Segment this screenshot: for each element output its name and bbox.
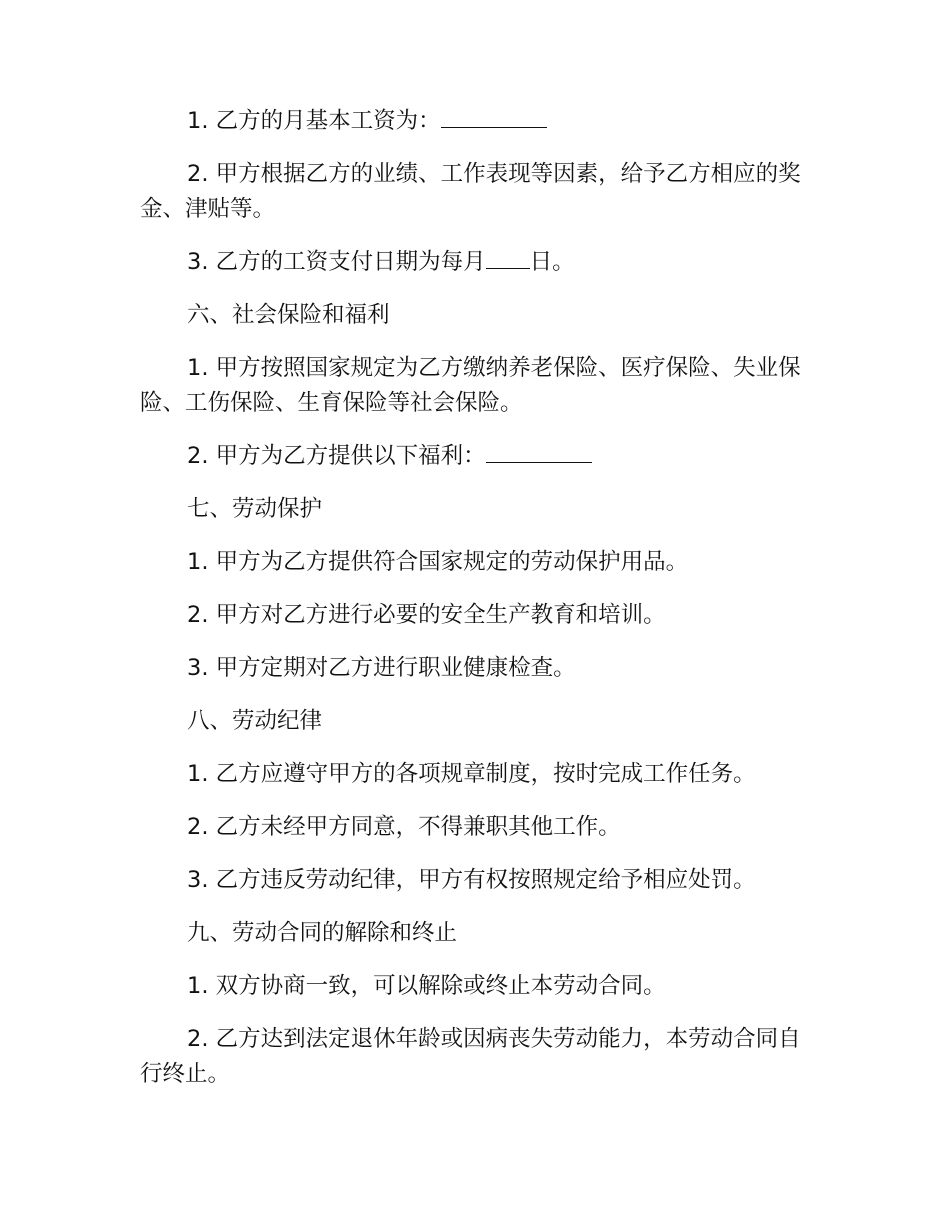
paragraph-text: 2. 甲方根据乙方的业绩、工作表现等因素，给予乙方相应的奖金、津贴等。 bbox=[140, 161, 801, 222]
heading-text: 六、社会保险和福利 bbox=[187, 302, 390, 328]
payday-blank-field[interactable] bbox=[486, 246, 530, 269]
paragraph-text: 1. 乙方应遵守甲方的各项规章制度，按时完成工作任务。 bbox=[187, 761, 756, 787]
section-heading bbox=[140, 492, 812, 527]
paragraph-text: 2. 乙方达到法定退休年龄或因病丧失劳动能力，本劳动合同自行终止。 bbox=[140, 1026, 801, 1087]
paragraph-text: 2. 甲方对乙方进行必要的安全生产教育和培训。 bbox=[187, 602, 666, 628]
paragraph-text: 2. 乙方未经甲方同意，不得兼职其他工作。 bbox=[187, 814, 621, 840]
welfare-blank-field[interactable] bbox=[486, 440, 592, 463]
payday-clause bbox=[140, 245, 812, 280]
paragraph-text: 2. 甲方为乙方提供以下福利： bbox=[187, 443, 486, 469]
list-item bbox=[140, 969, 812, 1004]
section-heading bbox=[140, 704, 812, 739]
section-heading bbox=[140, 298, 812, 333]
paragraph-text: 3. 乙方的工资支付日期为每月 bbox=[187, 249, 486, 275]
heading-text: 八、劳动纪律 bbox=[187, 708, 323, 734]
bonus-clause bbox=[140, 157, 812, 227]
list-item bbox=[140, 757, 812, 792]
heading-text: 七、劳动保护 bbox=[187, 496, 323, 522]
salary-clause bbox=[140, 104, 812, 139]
list-item bbox=[140, 598, 812, 633]
paragraph-text: 3. 乙方违反劳动纪律，甲方有权按照规定给予相应处罚。 bbox=[187, 867, 756, 893]
heading-text: 九、劳动合同的解除和终止 bbox=[187, 920, 458, 946]
paragraph-text: 3. 甲方定期对乙方进行职业健康检查。 bbox=[187, 655, 576, 681]
salary-blank-field[interactable] bbox=[441, 105, 547, 128]
list-item bbox=[140, 1022, 812, 1092]
paragraph-text: 1. 乙方的月基本工资为： bbox=[187, 108, 441, 134]
welfare-clause bbox=[140, 439, 812, 474]
section-heading bbox=[140, 916, 812, 951]
list-item bbox=[140, 651, 812, 686]
insurance-clause bbox=[140, 351, 812, 421]
list-item bbox=[140, 863, 812, 898]
paragraph-suffix: 日。 bbox=[529, 249, 575, 275]
paragraph-text: 1. 甲方按照国家规定为乙方缴纳养老保险、医疗保险、失业保险、工伤保险、生育保险等社会保险。 bbox=[140, 355, 801, 416]
document-page bbox=[140, 104, 812, 1110]
paragraph-text: 1. 双方协商一致，可以解除或终止本劳动合同。 bbox=[187, 973, 666, 999]
list-item bbox=[140, 545, 812, 580]
list-item bbox=[140, 810, 812, 845]
paragraph-text: 1. 甲方为乙方提供符合国家规定的劳动保护用品。 bbox=[187, 549, 689, 575]
